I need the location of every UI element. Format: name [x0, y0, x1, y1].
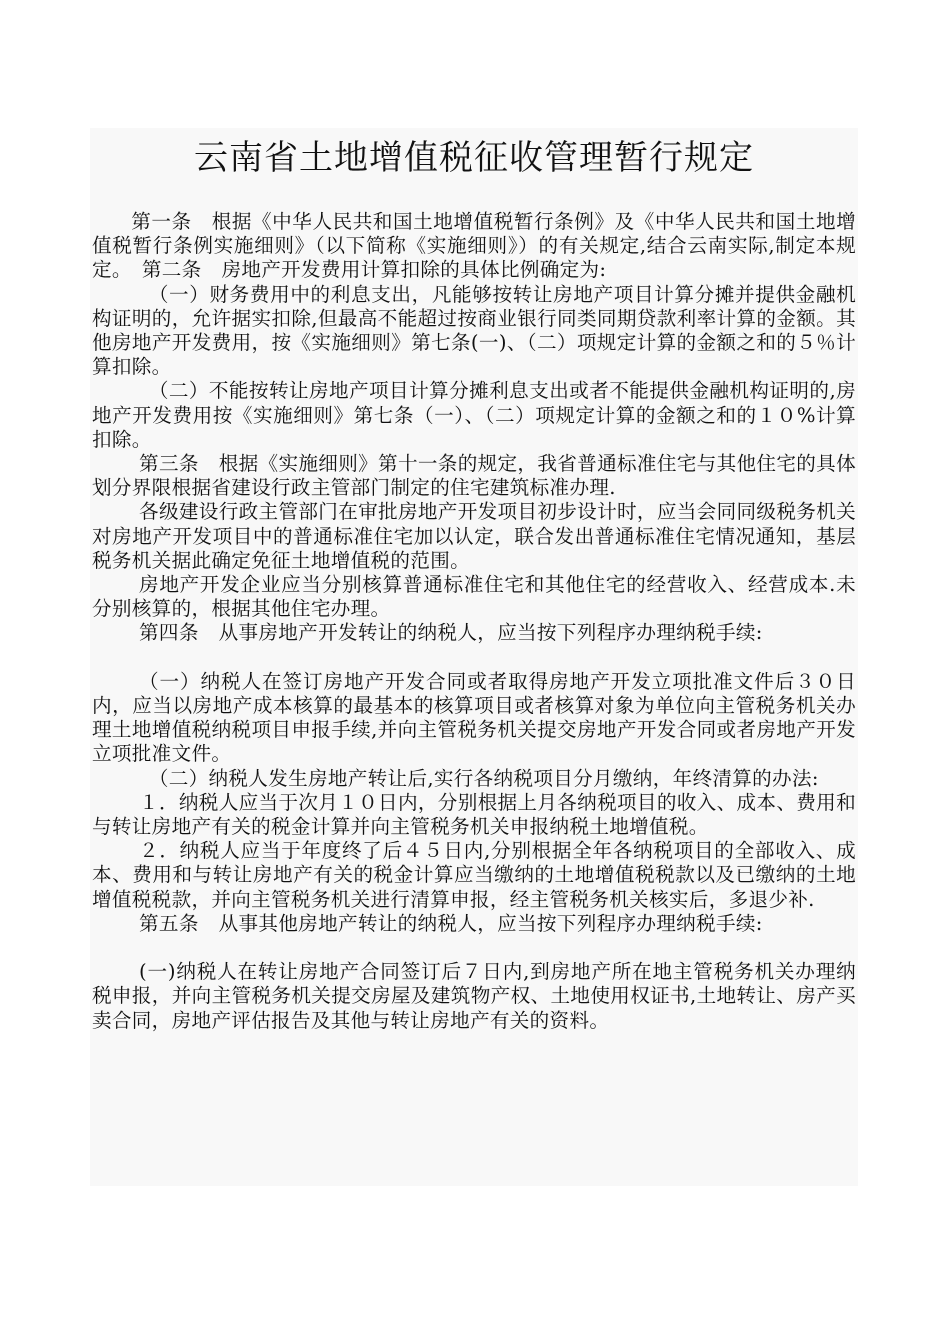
article-4-item-2: （二）纳税人发生房地产转让后,实行各纳税项目分月缴纳，年终清算的办法:	[148, 766, 819, 790]
article-5-heading: 第五条 从事其他房地产转让的纳税人，应当按下列程序办理纳税手续:	[139, 911, 763, 935]
article-4-subitem-2: ２．纳税人应当于年度终了后４５日内,分别根据全年各纳税项目的全部收入、成本、费用和与转让房地产有关的税金计算应当缴纳的土地增值税税款以及已缴纳的土地增值税税款，并向主管税务机关进行清算申报，经主管税务机关核实后，多退少补.	[92, 839, 856, 911]
article-3-paragraph-3: 房地产开发企业应当分别核算普通标准住宅和其他住宅的经营收入、经营成本.未分别核算的，根据其他住宅办理。	[92, 573, 856, 621]
article-1-paragraph: 第一条 根据《中华人民共和国土地增值税暂行条例》及《中华人民共和国土地增值税暂行条例实施细则》（以下简称《实施细则》）的有关规定,结合云南实际,制定本规定。 第二条 房地产开发费用计算扣除的具体比例确定为:	[92, 210, 856, 282]
article-3-paragraph: 第三条 根据《实施细则》第十一条的规定，我省普通标准住宅与其他住宅的具体划分界限根据省建设行政主管部门制定的住宅建筑标准办理.	[92, 452, 856, 500]
article-4-subitem-1: １．纳税人应当于次月１０日内，分别根据上月各纳税项目的收入、成本、费用和与转让房地产有关的税金计算并向主管税务机关申报纳税土地增值税。	[92, 790, 856, 839]
article-4-heading: 第四条 从事房地产开发转让的纳税人，应当按下列程序办理纳税手续:	[139, 621, 763, 645]
article-5-item-1: (一)纳税人在转让房地产合同签订后７日内,到房地产所在地主管税务机关办理纳税申报，并向主管税务机关提交房屋及建筑物产权、土地使用权证书,土地转让、房产买卖合同，房地产评估报告及其他与转让房地产有关的资料。	[92, 960, 856, 1032]
document-title: 云南省土地增值税征收管理暂行规定	[194, 138, 754, 178]
document-body	[92, 210, 856, 1033]
article-2-item-2: （二）不能按转让房地产项目计算分摊利息支出或者不能提供金融机构证明的,房地产开发费用按《实施细则》第七条（一）、（二）项规定计算的金额之和的１０%计算扣除。	[92, 379, 856, 451]
article-4-item-1: （一）纳税人在签订房地产开发合同或者取得房地产开发立项批准文件后３０日内，应当以房地产成本核算的最基本的核算项目或者核算对象为单位向主管税务机关办理土地增值税纳税项目申报手续,并向主管税务机关提交房地产开发合同或者房地产开发立项批准文件。	[92, 669, 856, 766]
article-2-item-1: （一）财务费用中的利息支出，凡能够按转让房地产项目计算分摊并提供金融机构证明的，允许据实扣除,但最高不能超过按商业银行同类同期贷款利率计算的金额。其他房地产开发费用，按《实施细则》第七条(一)、（二）项规定计算的金额之和的５％计算扣除。	[92, 282, 856, 379]
article-3-paragraph-2: 各级建设行政主管部门在审批房地产开发项目初步设计时，应当会同同级税务机关对房地产开发项目中的普通标准住宅加以认定，联合发出普通标准住宅情况通知，基层税务机关据此确定免征土地增值税的范围。	[92, 500, 856, 572]
